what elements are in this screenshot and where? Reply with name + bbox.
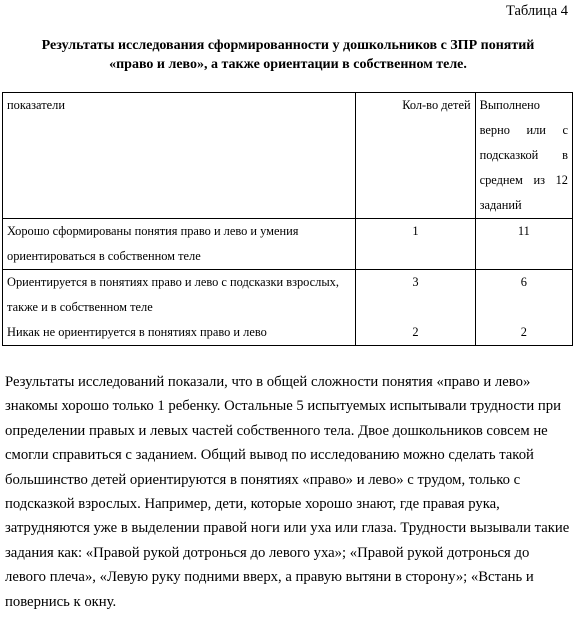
table-row (3, 270, 573, 321)
row-1-completed: 11 (475, 219, 572, 270)
header-count: Кол-во детей (356, 93, 475, 219)
results-paragraph-text: Результаты исследований показали, что в общей сложности понятия «право и лево» знакомы хорошо только 1 ребенку. Остальные 5 испытуемых испытывали трудности при определении правых и левых частей собственного тела. Двое дошкольников совсем не смогли справиться с заданием. Общий вывод по исследованию можно сделать такой большинство детей ориентируются в понятиях «право» и лево» с трудом, только с подсказкой взрослых. Например, дети, которые хорошо знают, где правая рука, затрудняются уже в выделении правой ноги или уха или глаза. Трудности вызывали такие задания как: «Правой рукой дотронься до левого уха»; «Правой рукой дотронься до левого плеча», «Левую руку подними вверх, а правую вытяни в сторону»; «Встань и повернись к окну. (5, 374, 570, 610)
results-table (2, 92, 573, 346)
header-indicators: показатели (3, 93, 356, 219)
row-1-count: 1 (356, 219, 475, 270)
row-2-completed: 6 (475, 270, 572, 321)
caption-line-2: «право и лево», а также ориентации в собственном теле. (109, 57, 467, 72)
row-3-indicator: Никак не ориентируется в понятиях право и лево (3, 320, 356, 346)
table-row (3, 219, 573, 270)
caption-line-1: Результаты исследования сформированности у дошкольников с ЗПР понятий (41, 38, 535, 53)
row-3-completed: 2 (475, 320, 572, 346)
row-2-count: 3 (356, 270, 475, 321)
row-3-count: 2 (356, 320, 475, 346)
row-1-indicator: Хорошо сформированы понятия право и лево и умения ориентироваться в собственном теле (3, 219, 356, 270)
table-row (3, 320, 573, 346)
header-completed: Выполнено верно или с подсказкой в среднем из 12 заданий (475, 93, 572, 219)
table-caption (0, 36, 576, 74)
results-paragraph (5, 370, 571, 614)
row-2-indicator: Ориентируется в понятиях право и лево с подсказки взрослых, также и в собственном теле (3, 270, 356, 321)
table-header-row (3, 93, 573, 219)
table-number-label: Таблица 4 (505, 3, 568, 19)
